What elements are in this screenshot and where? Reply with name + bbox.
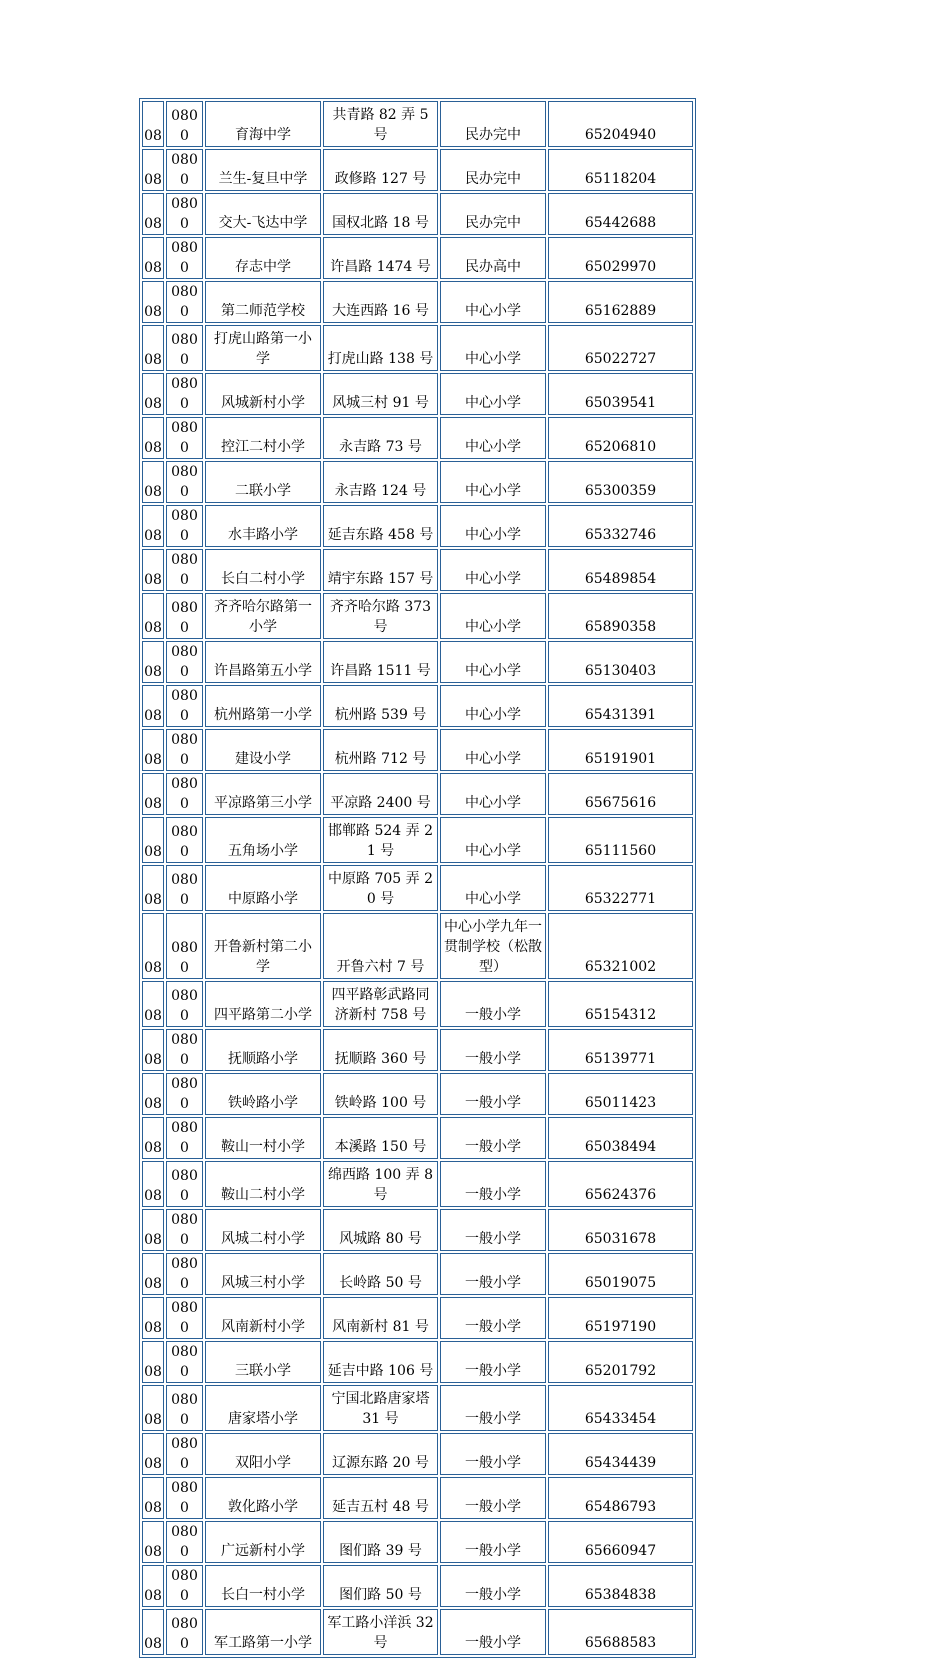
school-type-cell: 民办完中 (440, 101, 546, 147)
school-type-cell: 一般小学 (440, 1609, 546, 1655)
address-cell: 铁岭路 100 号 (323, 1073, 438, 1115)
school-type-cell: 中心小学 (440, 281, 546, 323)
school-type-cell: 一般小学 (440, 1253, 546, 1295)
table-row (142, 913, 693, 979)
table-row (142, 685, 693, 727)
table-row (142, 1117, 693, 1159)
school-name-cell: 开鲁新村第二小学 (205, 913, 321, 979)
phone-cell: 65011423 (548, 1073, 693, 1115)
phone-cell: 65434439 (548, 1433, 693, 1475)
address-cell: 许昌路 1474 号 (323, 237, 438, 279)
address-cell: 中原路 705 弄 20 号 (323, 865, 438, 911)
table-row (142, 373, 693, 415)
table-row (142, 1341, 693, 1383)
district-cell: 08 (142, 237, 164, 279)
table-row (142, 1029, 693, 1071)
table-row (142, 1073, 693, 1115)
school-name-cell: 风南新村小学 (205, 1297, 321, 1339)
table-row (142, 1253, 693, 1295)
code-cell: 0800 (166, 549, 203, 591)
code-cell: 0800 (166, 981, 203, 1027)
district-cell: 08 (142, 865, 164, 911)
district-cell: 08 (142, 641, 164, 683)
school-type-cell: 中心小学九年一贯制学校（松散型） (440, 913, 546, 979)
school-name-cell: 唐家塔小学 (205, 1385, 321, 1431)
district-cell: 08 (142, 1297, 164, 1339)
address-cell: 辽源东路 20 号 (323, 1433, 438, 1475)
code-cell: 0800 (166, 149, 203, 191)
table-row (142, 773, 693, 815)
school-name-cell: 二联小学 (205, 461, 321, 503)
school-type-cell: 中心小学 (440, 685, 546, 727)
school-name-cell: 建设小学 (205, 729, 321, 771)
school-name-cell: 风城三村小学 (205, 1253, 321, 1295)
district-cell: 08 (142, 1565, 164, 1607)
table-row (142, 549, 693, 591)
school-name-cell: 鞍山二村小学 (205, 1161, 321, 1207)
address-cell: 军工路小洋浜 32 号 (323, 1609, 438, 1655)
phone-cell: 65022727 (548, 325, 693, 371)
school-name-cell: 杭州路第一小学 (205, 685, 321, 727)
school-name-cell: 长白一村小学 (205, 1565, 321, 1607)
district-cell: 08 (142, 1117, 164, 1159)
table-row (142, 417, 693, 459)
address-cell: 国权北路 18 号 (323, 193, 438, 235)
code-cell: 0800 (166, 1565, 203, 1607)
table-row (142, 237, 693, 279)
school-name-cell: 许昌路第五小学 (205, 641, 321, 683)
table-row (142, 1521, 693, 1563)
school-name-cell: 平凉路第三小学 (205, 773, 321, 815)
phone-cell: 65197190 (548, 1297, 693, 1339)
district-cell: 08 (142, 281, 164, 323)
school-type-cell: 中心小学 (440, 773, 546, 815)
school-name-cell: 广远新村小学 (205, 1521, 321, 1563)
code-cell: 0800 (166, 193, 203, 235)
phone-cell: 65433454 (548, 1385, 693, 1431)
district-cell: 08 (142, 817, 164, 863)
phone-cell: 65431391 (548, 685, 693, 727)
district-cell: 08 (142, 1521, 164, 1563)
school-type-cell: 一般小学 (440, 1565, 546, 1607)
district-cell: 08 (142, 1161, 164, 1207)
table-row (142, 461, 693, 503)
code-cell: 0800 (166, 237, 203, 279)
district-cell: 08 (142, 773, 164, 815)
address-cell: 共青路 82 弄 5 号 (323, 101, 438, 147)
address-cell: 长岭路 50 号 (323, 1253, 438, 1295)
phone-cell: 65019075 (548, 1253, 693, 1295)
school-type-cell: 一般小学 (440, 1385, 546, 1431)
school-name-cell: 第二师范学校 (205, 281, 321, 323)
school-type-cell: 中心小学 (440, 461, 546, 503)
school-name-cell: 水丰路小学 (205, 505, 321, 547)
district-cell: 08 (142, 101, 164, 147)
address-cell: 齐齐哈尔路 373 号 (323, 593, 438, 639)
phone-cell: 65038494 (548, 1117, 693, 1159)
district-cell: 08 (142, 729, 164, 771)
school-name-cell: 打虎山路第一小学 (205, 325, 321, 371)
address-cell: 政修路 127 号 (323, 149, 438, 191)
table-row (142, 729, 693, 771)
district-cell: 08 (142, 417, 164, 459)
district-cell: 08 (142, 1477, 164, 1519)
table-row (142, 1161, 693, 1207)
address-cell: 杭州路 712 号 (323, 729, 438, 771)
school-type-cell: 一般小学 (440, 1117, 546, 1159)
phone-cell: 65039541 (548, 373, 693, 415)
school-name-cell: 五角场小学 (205, 817, 321, 863)
code-cell: 0800 (166, 1209, 203, 1251)
code-cell: 0800 (166, 325, 203, 371)
school-name-cell: 长白二村小学 (205, 549, 321, 591)
table-row (142, 593, 693, 639)
phone-cell: 65384838 (548, 1565, 693, 1607)
school-name-cell: 抚顺路小学 (205, 1029, 321, 1071)
school-type-cell: 中心小学 (440, 593, 546, 639)
table-row (142, 325, 693, 371)
school-type-cell: 中心小学 (440, 325, 546, 371)
district-cell: 08 (142, 1385, 164, 1431)
school-type-cell: 一般小学 (440, 981, 546, 1027)
phone-cell: 65118204 (548, 149, 693, 191)
code-cell: 0800 (166, 1521, 203, 1563)
code-cell: 0800 (166, 1341, 203, 1383)
address-cell: 图们路 39 号 (323, 1521, 438, 1563)
district-cell: 08 (142, 1253, 164, 1295)
district-cell: 08 (142, 1609, 164, 1655)
phone-cell: 65688583 (548, 1609, 693, 1655)
school-name-cell: 敦化路小学 (205, 1477, 321, 1519)
table-row (142, 865, 693, 911)
district-cell: 08 (142, 505, 164, 547)
address-cell: 开鲁六村 7 号 (323, 913, 438, 979)
table-row (142, 1477, 693, 1519)
school-name-cell: 齐齐哈尔路第一小学 (205, 593, 321, 639)
school-type-cell: 中心小学 (440, 373, 546, 415)
address-cell: 许昌路 1511 号 (323, 641, 438, 683)
code-cell: 0800 (166, 461, 203, 503)
district-cell: 08 (142, 685, 164, 727)
address-cell: 靖宇东路 157 号 (323, 549, 438, 591)
code-cell: 0800 (166, 1609, 203, 1655)
phone-cell: 65204940 (548, 101, 693, 147)
table-row (142, 281, 693, 323)
code-cell: 0800 (166, 913, 203, 979)
phone-cell: 65029970 (548, 237, 693, 279)
address-cell: 平凉路 2400 号 (323, 773, 438, 815)
code-cell: 0800 (166, 1477, 203, 1519)
school-type-cell: 一般小学 (440, 1209, 546, 1251)
phone-cell: 65191901 (548, 729, 693, 771)
school-type-cell: 一般小学 (440, 1521, 546, 1563)
address-cell: 四平路彰武路同济新村 758 号 (323, 981, 438, 1027)
address-cell: 本溪路 150 号 (323, 1117, 438, 1159)
phone-cell: 65321002 (548, 913, 693, 979)
phone-cell: 65206810 (548, 417, 693, 459)
district-cell: 08 (142, 373, 164, 415)
phone-cell: 65489854 (548, 549, 693, 591)
school-type-cell: 一般小学 (440, 1073, 546, 1115)
school-type-cell: 中心小学 (440, 549, 546, 591)
school-type-cell: 一般小学 (440, 1341, 546, 1383)
district-cell: 08 (142, 1209, 164, 1251)
address-cell: 打虎山路 138 号 (323, 325, 438, 371)
code-cell: 0800 (166, 1073, 203, 1115)
district-cell: 08 (142, 593, 164, 639)
school-name-cell: 交大-飞达中学 (205, 193, 321, 235)
code-cell: 0800 (166, 593, 203, 639)
district-cell: 08 (142, 549, 164, 591)
school-name-cell: 三联小学 (205, 1341, 321, 1383)
table-row (142, 193, 693, 235)
code-cell: 0800 (166, 1385, 203, 1431)
phone-cell: 65162889 (548, 281, 693, 323)
table-row (142, 1297, 693, 1339)
address-cell: 图们路 50 号 (323, 1565, 438, 1607)
phone-cell: 65660947 (548, 1521, 693, 1563)
address-cell: 永吉路 73 号 (323, 417, 438, 459)
school-name-cell: 军工路第一小学 (205, 1609, 321, 1655)
district-cell: 08 (142, 1073, 164, 1115)
phone-cell: 65624376 (548, 1161, 693, 1207)
district-cell: 08 (142, 325, 164, 371)
phone-cell: 65201792 (548, 1341, 693, 1383)
school-name-cell: 控江二村小学 (205, 417, 321, 459)
school-name-cell: 铁岭路小学 (205, 1073, 321, 1115)
table-row (142, 1209, 693, 1251)
code-cell: 0800 (166, 1161, 203, 1207)
school-type-cell: 一般小学 (440, 1477, 546, 1519)
phone-cell: 65332746 (548, 505, 693, 547)
school-type-cell: 中心小学 (440, 417, 546, 459)
district-cell: 08 (142, 461, 164, 503)
phone-cell: 65139771 (548, 1029, 693, 1071)
code-cell: 0800 (166, 505, 203, 547)
school-type-cell: 中心小学 (440, 505, 546, 547)
address-cell: 延吉中路 106 号 (323, 1341, 438, 1383)
address-cell: 杭州路 539 号 (323, 685, 438, 727)
school-type-cell: 民办高中 (440, 237, 546, 279)
phone-cell: 65111560 (548, 817, 693, 863)
table-row (142, 1565, 693, 1607)
school-name-cell: 风城二村小学 (205, 1209, 321, 1251)
address-cell: 大连西路 16 号 (323, 281, 438, 323)
address-cell: 风城路 80 号 (323, 1209, 438, 1251)
district-cell: 08 (142, 193, 164, 235)
table-row (142, 817, 693, 863)
code-cell: 0800 (166, 685, 203, 727)
school-name-cell: 风城新村小学 (205, 373, 321, 415)
district-cell: 08 (142, 913, 164, 979)
code-cell: 0800 (166, 1297, 203, 1339)
school-type-cell: 中心小学 (440, 729, 546, 771)
phone-cell: 65675616 (548, 773, 693, 815)
table-row (142, 981, 693, 1027)
code-cell: 0800 (166, 373, 203, 415)
school-directory-table (139, 98, 696, 1658)
phone-cell: 65890358 (548, 593, 693, 639)
phone-cell: 65154312 (548, 981, 693, 1027)
school-type-cell: 民办完中 (440, 193, 546, 235)
table-row (142, 149, 693, 191)
table-row (142, 505, 693, 547)
code-cell: 0800 (166, 101, 203, 147)
school-name-cell: 四平路第二小学 (205, 981, 321, 1027)
school-type-cell: 中心小学 (440, 641, 546, 683)
code-cell: 0800 (166, 641, 203, 683)
address-cell: 抚顺路 360 号 (323, 1029, 438, 1071)
school-name-cell: 育海中学 (205, 101, 321, 147)
phone-cell: 65031678 (548, 1209, 693, 1251)
phone-cell: 65322771 (548, 865, 693, 911)
table-row (142, 1433, 693, 1475)
school-name-cell: 双阳小学 (205, 1433, 321, 1475)
code-cell: 0800 (166, 729, 203, 771)
school-name-cell: 鞍山一村小学 (205, 1117, 321, 1159)
table-body (142, 101, 693, 1655)
code-cell: 0800 (166, 1117, 203, 1159)
school-type-cell: 一般小学 (440, 1433, 546, 1475)
phone-cell: 65130403 (548, 641, 693, 683)
address-cell: 延吉五村 48 号 (323, 1477, 438, 1519)
code-cell: 0800 (166, 1253, 203, 1295)
address-cell: 风城三村 91 号 (323, 373, 438, 415)
school-name-cell: 存志中学 (205, 237, 321, 279)
district-cell: 08 (142, 981, 164, 1027)
address-cell: 永吉路 124 号 (323, 461, 438, 503)
address-cell: 延吉东路 458 号 (323, 505, 438, 547)
code-cell: 0800 (166, 773, 203, 815)
table-row (142, 1609, 693, 1655)
district-cell: 08 (142, 1029, 164, 1071)
code-cell: 0800 (166, 817, 203, 863)
code-cell: 0800 (166, 865, 203, 911)
school-type-cell: 一般小学 (440, 1161, 546, 1207)
school-type-cell: 中心小学 (440, 865, 546, 911)
phone-cell: 65300359 (548, 461, 693, 503)
district-cell: 08 (142, 149, 164, 191)
code-cell: 0800 (166, 417, 203, 459)
code-cell: 0800 (166, 1029, 203, 1071)
school-type-cell: 中心小学 (440, 817, 546, 863)
address-cell: 绵西路 100 弄 8 号 (323, 1161, 438, 1207)
address-cell: 宁国北路唐家塔 31 号 (323, 1385, 438, 1431)
address-cell: 邯郸路 524 弄 21 号 (323, 817, 438, 863)
phone-cell: 65442688 (548, 193, 693, 235)
table-row (142, 1385, 693, 1431)
school-type-cell: 民办完中 (440, 149, 546, 191)
school-type-cell: 一般小学 (440, 1029, 546, 1071)
school-name-cell: 兰生-复旦中学 (205, 149, 321, 191)
code-cell: 0800 (166, 1433, 203, 1475)
code-cell: 0800 (166, 281, 203, 323)
district-cell: 08 (142, 1433, 164, 1475)
address-cell: 风南新村 81 号 (323, 1297, 438, 1339)
table-row (142, 641, 693, 683)
school-name-cell: 中原路小学 (205, 865, 321, 911)
table-row (142, 101, 693, 147)
phone-cell: 65486793 (548, 1477, 693, 1519)
school-type-cell: 一般小学 (440, 1297, 546, 1339)
district-cell: 08 (142, 1341, 164, 1383)
